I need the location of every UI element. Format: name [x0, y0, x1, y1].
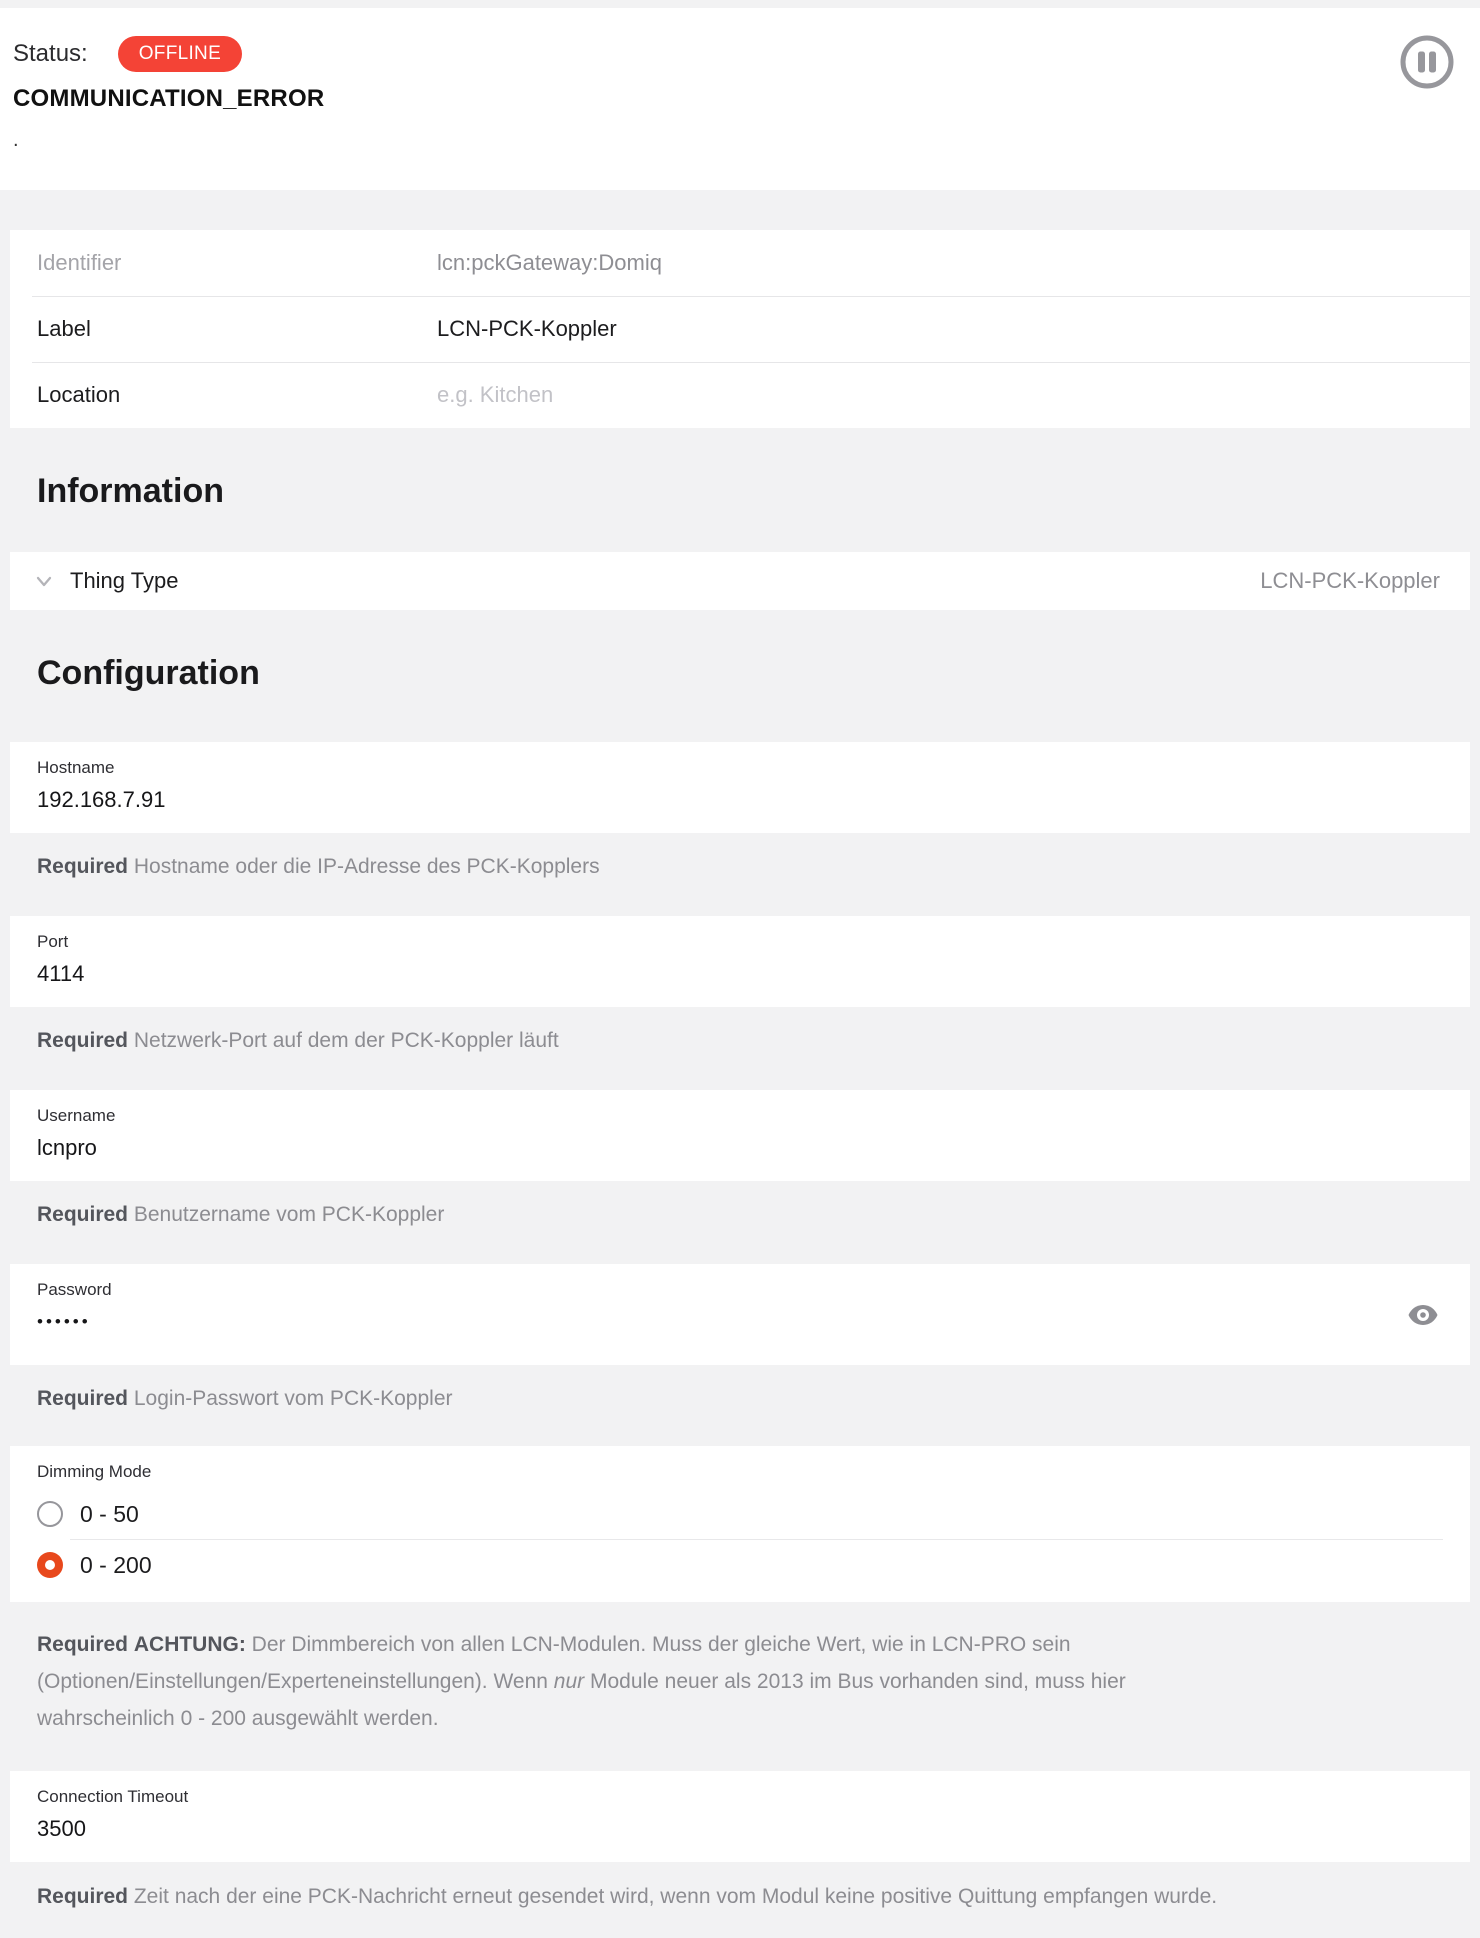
identifier-row: [10, 230, 1470, 296]
help-text: Benutzername vom PCK-Koppler: [133, 1203, 445, 1226]
thing-status-header: [0, 8, 1480, 190]
password-label: Password: [37, 1280, 112, 1299]
username-input[interactable]: lcnpro: [37, 1135, 97, 1160]
hostname-input[interactable]: 192.168.7.91: [37, 787, 166, 812]
dimming-option-0-50[interactable]: [37, 1489, 1443, 1539]
help-text: Der Dimmbereich von allen LCN-Modulen. Muss der gleiche Wert, wie in LCN-PRO sein (Optionen/Einstellungen/Experteneinstellungen). Wenn: [37, 1633, 1071, 1693]
label-row: [10, 296, 1470, 362]
location-row: [10, 362, 1470, 428]
thing-type-value: LCN-PCK-Koppler: [1260, 568, 1440, 593]
password-help: [37, 1386, 1443, 1412]
eye-icon: [1408, 1304, 1438, 1325]
required-tag: Required: [37, 1203, 129, 1226]
connection-timeout-label: Connection Timeout: [37, 1787, 189, 1806]
required-tag: Required: [37, 1885, 129, 1908]
required-tag: Required: [37, 1029, 129, 1052]
username-field[interactable]: [10, 1090, 1470, 1181]
location-input[interactable]: e.g. Kitchen: [437, 382, 554, 407]
configuration-section-title: Configuration: [37, 654, 260, 692]
status-detail: COMMUNICATION_ERROR: [13, 85, 325, 112]
password-field[interactable]: [10, 1264, 1470, 1365]
page-top-gap: [0, 0, 1480, 8]
required-tag: Required: [37, 1387, 129, 1410]
help-text: Module neuer als 2013 im Bus vorhanden sind, muss hier wahrscheinlich 0 - 200 ausgewählt werden.: [37, 1670, 1126, 1730]
label-label: Label: [37, 316, 91, 341]
connection-timeout-field[interactable]: [10, 1771, 1470, 1862]
username-help: [37, 1202, 1443, 1228]
radio-unchecked-icon[interactable]: [37, 1501, 63, 1527]
location-label: Location: [37, 382, 121, 407]
username-label: Username: [37, 1106, 116, 1125]
pause-thing-button[interactable]: [1400, 35, 1454, 89]
port-help: [37, 1028, 1443, 1054]
status-badge: OFFLINE: [118, 36, 242, 72]
port-input[interactable]: 4114: [37, 961, 85, 986]
toggle-password-visibility-button[interactable]: [1408, 1304, 1438, 1325]
identifier-label: Identifier: [37, 250, 122, 275]
required-tag: Required: [37, 855, 129, 878]
hostname-help: [37, 854, 1443, 880]
achtung-tag: ACHTUNG:: [133, 1633, 246, 1656]
dimming-mode-label: Dimming Mode: [37, 1462, 152, 1481]
dimming-mode-help: [37, 1626, 1172, 1737]
help-text: Hostname oder die IP-Adresse des PCK-Kopplers: [133, 855, 600, 878]
port-label: Port: [37, 932, 69, 951]
help-text: Netzwerk-Port auf dem der PCK-Koppler läuft: [133, 1029, 559, 1052]
help-text: Zeit nach der eine PCK-Nachricht erneut gesendet wird, wenn vom Modul keine positive Quittung empfangen wurde.: [133, 1885, 1218, 1908]
hostname-field[interactable]: [10, 742, 1470, 833]
information-section-title: Information: [37, 472, 224, 510]
hostname-label: Hostname: [37, 758, 115, 777]
connection-timeout-input[interactable]: 3500: [37, 1816, 86, 1841]
thing-type-label: Thing Type: [70, 568, 179, 593]
identifier-value: lcn:pckGateway:Domiq: [437, 250, 662, 275]
port-field[interactable]: [10, 916, 1470, 1007]
status-description: .: [13, 129, 19, 151]
password-input[interactable]: ••••••: [37, 1312, 91, 1331]
dimming-option-label: 0 - 50: [80, 1500, 139, 1527]
help-text-italic: nur: [553, 1670, 585, 1693]
status-label: Status:: [13, 40, 88, 67]
dimming-option-label: 0 - 200: [80, 1551, 152, 1578]
connection-timeout-help: [37, 1884, 1443, 1910]
radio-checked-icon[interactable]: [37, 1552, 63, 1578]
required-tag: Required: [37, 1633, 129, 1656]
dimming-option-0-200[interactable]: [37, 1540, 1443, 1590]
chevron-down-icon: [32, 569, 56, 593]
thing-identity-card: [10, 230, 1470, 428]
pause-circle-icon: [1400, 35, 1454, 89]
thing-type-accordion[interactable]: [10, 552, 1470, 610]
dimming-mode-field: [10, 1446, 1470, 1602]
help-text: Login-Passwort vom PCK-Koppler: [133, 1387, 453, 1410]
label-input[interactable]: LCN-PCK-Koppler: [437, 316, 617, 341]
